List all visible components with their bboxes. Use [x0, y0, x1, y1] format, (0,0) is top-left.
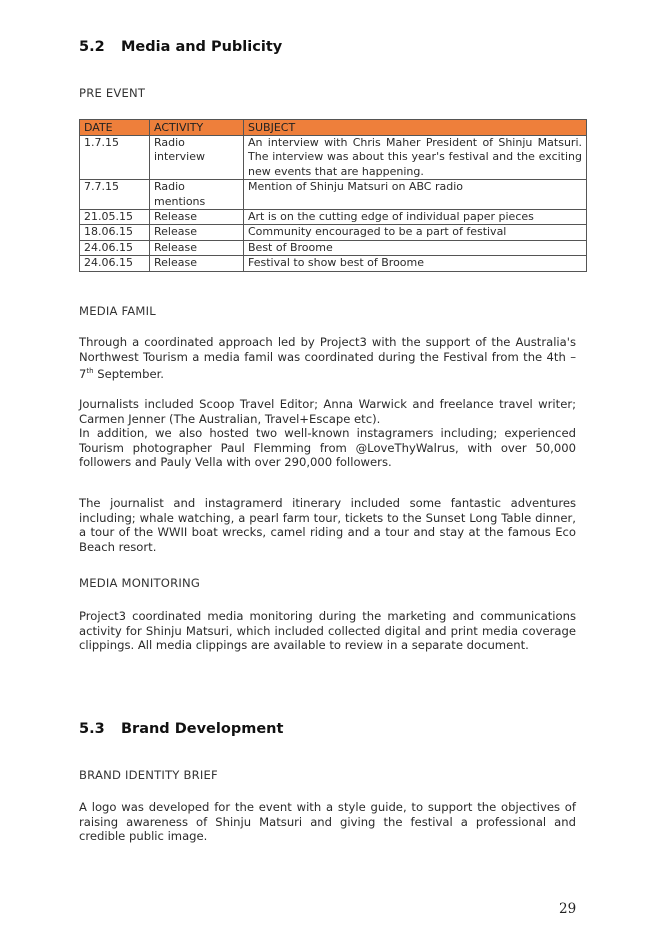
media-famil-paragraph-3: The journalist and instagramerd itinerary included some fantastic adventures including; whale watching, a pearl farm tour, tickets to the Sunset Long Table dinner, a tour of the WWII boat wrecks, camel riding and a tour and stay at the famous Eco Beach resort.: [79, 496, 576, 554]
media-famil-paragraph-2: [79, 397, 576, 470]
date-cell: 21.05.15: [80, 210, 150, 225]
brand-identity-heading: BRAND IDENTITY BRIEF: [79, 768, 218, 782]
pre-event-heading: PRE EVENT: [79, 86, 146, 100]
activity-cell: Release: [150, 240, 244, 255]
date-cell: 24.06.15: [80, 240, 150, 255]
table-row: [80, 256, 587, 271]
subject-cell: Mention of Shinju Matsuri on ABC radio: [244, 180, 587, 210]
famil-text-end: September.: [93, 367, 164, 382]
table-row: [80, 210, 587, 225]
column-header-activity: ACTIVITY: [150, 120, 244, 136]
section-number: 5.2: [79, 39, 105, 55]
activity-cell: Radio mentions: [150, 180, 244, 210]
column-header-date: DATE: [80, 120, 150, 136]
date-cell: 7.7.15: [80, 180, 150, 210]
table-row: [80, 136, 587, 180]
column-header-subject: SUBJECT: [244, 120, 587, 136]
activity-cell: Release: [150, 256, 244, 271]
media-famil-heading: MEDIA FAMIL: [79, 304, 156, 318]
date-cell: 18.06.15: [80, 225, 150, 240]
media-famil-paragraph-1: [79, 335, 576, 382]
subject-cell: Best of Broome: [244, 240, 587, 255]
subject-cell: Community encouraged to be a part of festival: [244, 225, 587, 240]
media-monitoring-paragraph: Project3 coordinated media monitoring during the marketing and communications activity for Shinju Matsuri, which included collected digital and print media coverage clippings. All media clippings are available to review in a separate document.: [79, 609, 576, 653]
section-title: Brand Development: [121, 721, 284, 737]
table-row: [80, 180, 587, 210]
table-row: [80, 240, 587, 255]
subject-cell: Festival to show best of Broome: [244, 256, 587, 271]
activity-cell: Release: [150, 210, 244, 225]
brand-identity-paragraph: A logo was developed for the event with a style guide, to support the objectives of raising awareness of Shinju Matsuri and giving the festival a professional and credible public image.: [79, 800, 576, 844]
instagramers-text: In addition, we also hosted two well-known instagramers including; experienced Tourism photographer Paul Flemming from @LoveThyWalrus, with over 50,000 followers and Pauly Vella with over 290,000 followers.: [79, 426, 576, 470]
date-cell: 24.06.15: [80, 256, 150, 271]
famil-text-start: Through a coordinated approach led by Project3 with the support of the Australia's Northwest Tourism a media famil was coordinated during the Festival from the 4th – 7: [79, 335, 576, 382]
journalists-text: Journalists included Scoop Travel Editor; Anna Warwick and freelance travel writer; Carmen Jenner (The Australian, Travel+Escape etc).: [79, 397, 576, 426]
subject-cell: Art is on the cutting edge of individual paper pieces: [244, 210, 587, 225]
activity-cell: Release: [150, 225, 244, 240]
media-monitoring-heading: MEDIA MONITORING: [79, 576, 201, 590]
section-heading-5-3: [79, 721, 283, 737]
section-number: 5.3: [79, 721, 105, 737]
page-number: 29: [559, 901, 577, 917]
subject-cell: An interview with Chris Maher President of Shinju Matsuri. The interview was about this year's festival and the exciting new events that are happening.: [244, 136, 587, 180]
date-cell: 1.7.15: [80, 136, 150, 180]
table-header-row: [80, 120, 587, 136]
activity-cell: Radio interview: [150, 136, 244, 180]
section-heading-5-2: [79, 39, 282, 55]
superscript-th: th: [86, 367, 94, 376]
table-row: [80, 225, 587, 240]
pre-event-table: [79, 119, 587, 272]
section-title: Media and Publicity: [121, 39, 283, 55]
